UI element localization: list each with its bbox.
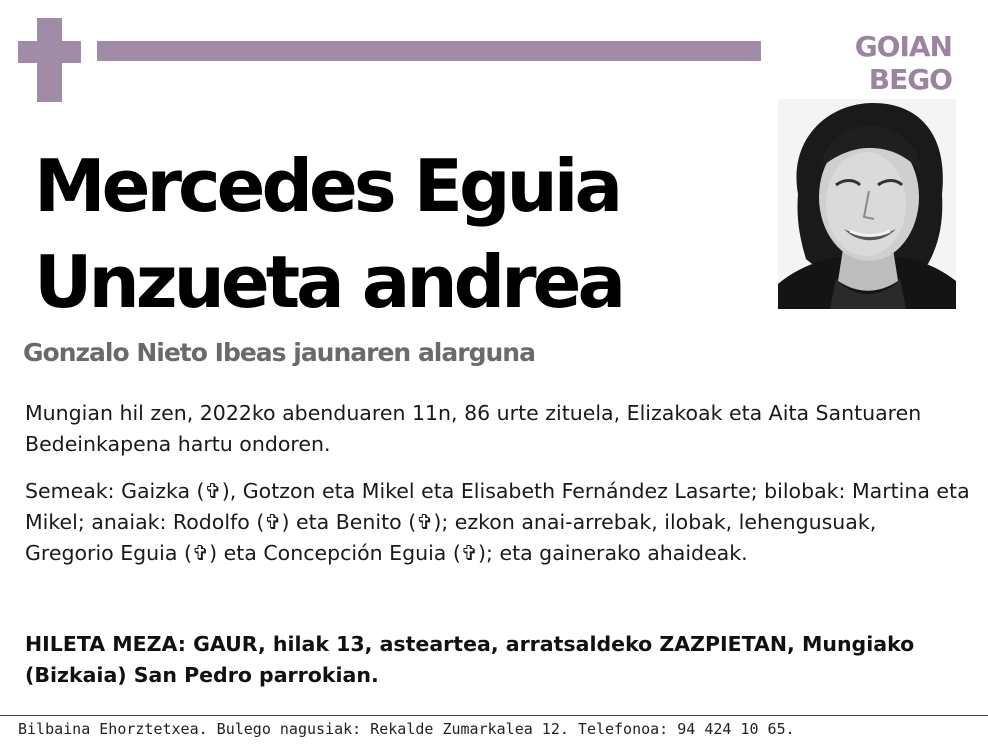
footer-bar [0, 715, 988, 747]
portrait-photo [778, 99, 956, 309]
location-label: GOIAN BEGO [854, 30, 952, 96]
deceased-name-line2: Unzueta andrea [34, 240, 623, 324]
header-rule [97, 41, 761, 61]
subtitle-widow-of: Gonzalo Nieto Ibeas jaunaren alarguna [23, 338, 535, 367]
funeral-paragraph: HILETA MEZA: GAUR, hilak 13, asteartea, arratsaldeko ZAZPIETAN, Mungiako (Bizkaia) San Pedro parrokian. [25, 632, 915, 687]
deceased-name [34, 138, 622, 330]
cross-icon-horizontal [18, 41, 81, 63]
portrait-photo-image [778, 99, 956, 309]
family-paragraph: Semeak: Gaizka (✞), Gotzon eta Mikel eta Elisabeth Fernández Lasarte; bilobak: Martina eta Mikel; anaiak: Rodolfo (✞) eta Benito (✞); ezkon anai-arrebak, ilobak, lehengusuak, Gregorio Eguia (✞) eta Concepción Eguia (✞); eta gainerako ahaideak. [25, 479, 970, 565]
deceased-name-line1: Mercedes Eguia [34, 144, 620, 228]
death-notice-paragraph: Mungian hil zen, 2022ko abenduaren 11n, 86 urte zituela, Elizakoak eta Aita Santuaren Bedeinkapena hartu ondoren. [25, 401, 922, 456]
funeral-home-info: Bilbaina Ehorztetxea. Bulego nagusiak: Rekalde Zumarkalea 12. Telefonoa: 94 424 10 65. [18, 720, 795, 738]
